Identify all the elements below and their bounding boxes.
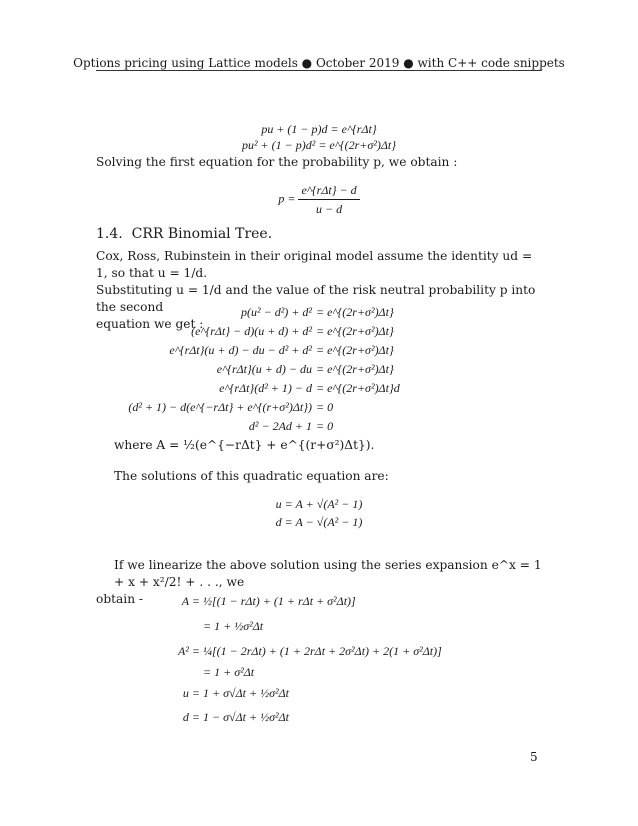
derivation-rhs: = e^{(2r+σ²)Δt}	[316, 324, 394, 338]
derivation-rhs: = 0	[316, 400, 334, 414]
derivation-rhs: = e^{(2r+σ²)Δt}	[316, 362, 394, 376]
equation-d-solution: d = A − √(A² − 1)	[275, 515, 363, 529]
derivation-rhs: = e^{(2r+σ²)Δt}	[316, 343, 394, 357]
linearized-lhs: A =	[181, 594, 200, 608]
equation-probability	[0, 183, 638, 216]
linearized-rhs: = 1 + ½σ²Δt	[203, 619, 264, 633]
linearized-rhs: = 1 + σ²Δt	[203, 665, 255, 679]
text-where-a: where A = ½(e^{−rΔt} + e^{(r+σ²)Δt}).	[114, 438, 375, 452]
linearized-lhs: u =	[182, 686, 200, 700]
probability-fraction	[298, 183, 359, 216]
equation-u-solution: u = A + √(A² − 1)	[275, 497, 363, 511]
linearized-lhs: A² =	[177, 644, 200, 658]
derivation-lhs: (d² + 1) − d(e^{−rΔt} + e^{(r+σ²)Δt})	[128, 400, 312, 414]
derivation-lhs: e^{rΔt}(u + d) − du	[216, 362, 312, 376]
section-heading	[96, 226, 272, 242]
running-header: Options pricing using Lattice models ● October 2019 ● with C++ code snippets	[73, 56, 565, 70]
equation-variance: pu² + (1 − p)d² = e^{(2r+σ²)Δt}	[241, 138, 397, 152]
derivation-rhs: = e^{(2r+σ²)Δt}d	[316, 381, 400, 395]
linearized-rhs: 1 − σ√Δt + ½σ²Δt	[203, 710, 289, 724]
derivation-lhs: p(u² − d²) + d²	[241, 305, 312, 319]
derivation-lhs: e^{rΔt}(u + d) − du − d² + d²	[169, 343, 312, 357]
derivation-lhs: d² − 2Ad + 1	[248, 419, 312, 433]
text-solutions-intro: The solutions of this quadratic equation are:	[114, 469, 389, 483]
paragraph-line: Substituting u = 1/d and the value of the risk neutral probability p into the second	[96, 283, 536, 314]
probability-lhs: p =	[278, 191, 296, 206]
derivation-lhs: e^{rΔt}(d² + 1) − d	[219, 381, 312, 395]
linearized-rhs: ½[(1 − rΔt) + (1 + rΔt + σ²Δt)]	[203, 594, 356, 608]
paragraph-line: equation we get :	[96, 317, 204, 331]
probability-numerator: e^{rΔt} − d	[301, 183, 357, 197]
equation-expectation: pu + (1 − p)d = e^{rΔt}	[261, 122, 377, 136]
paragraph-line: Cox, Ross, Rubinstein in their original model assume the identity ud = 1, so that u = 1/d.	[96, 249, 533, 280]
paragraph-line: obtain -	[96, 592, 144, 606]
derivation-rhs: = 0	[316, 419, 334, 433]
header-rule	[96, 70, 542, 71]
probability-denominator: u − d	[298, 199, 359, 216]
linearized-rhs: 1 + σ√Δt + ½σ²Δt	[203, 686, 289, 700]
section-title: CRR Binomial Tree.	[131, 226, 273, 242]
linearized-rhs: ¼[(1 − 2rΔt) + (1 + 2rΔt + 2σ²Δt) + 2(1 + σ²Δt)]	[203, 644, 442, 658]
section-number: 1.4.	[96, 226, 123, 242]
derivation-rhs: = e^{(2r+σ²)Δt}	[316, 305, 394, 319]
text-solve-probability: Solving the first equation for the probability p, we obtain :	[96, 155, 458, 169]
paragraph-line: If we linearize the above solution using the series expansion e^x = 1 + x + x²/2! + . . ., we	[114, 558, 542, 589]
linearized-lhs: d =	[182, 710, 200, 724]
paragraph-crr	[96, 248, 542, 333]
derivation-lhs: (e^{rΔt} − d)(u + d) + d²	[191, 324, 312, 338]
page-number: 5	[530, 750, 538, 764]
